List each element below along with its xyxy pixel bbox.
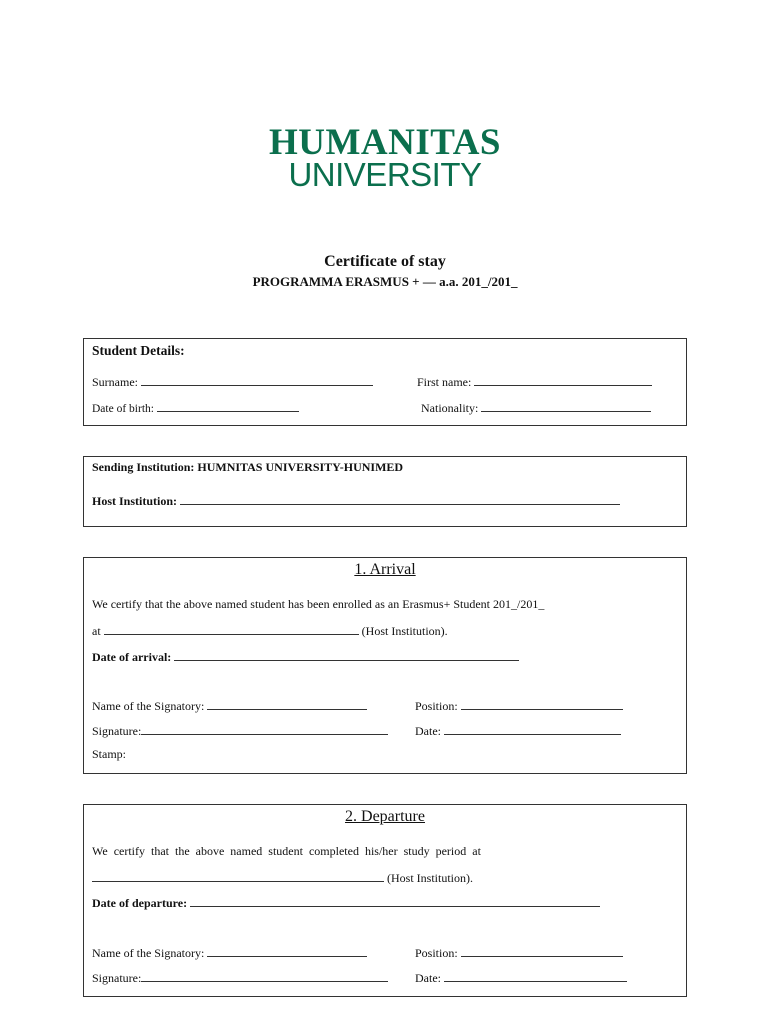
arrival-date-short-label: Date: [415,724,441,738]
arrival-at-label: at [92,624,101,638]
departure-heading: 2. Departure [345,808,425,825]
logo-line-1: HUMANITAS [269,122,501,163]
arrival-section [83,557,687,774]
arrival-position-field[interactable] [415,697,623,714]
departure-host-line [92,869,473,886]
host-institution-field[interactable] [92,492,620,509]
nationality-blank[interactable] [481,399,651,412]
first-name-label: First name: [417,375,472,389]
departure-position-label: Position: [415,946,458,960]
departure-signature-field[interactable] [92,969,388,986]
date-of-birth-label: Date of birth: [92,403,154,415]
departure-date-short-label: Date: [415,971,441,985]
surname-label: Surname: [92,375,138,389]
departure-date-label: Date of departure: [92,896,188,910]
arrival-host-suffix: (Host Institution). [361,624,448,638]
departure-date-field[interactable] [92,894,600,911]
arrival-signature-label: Signature: [92,724,142,738]
arrival-signature-field[interactable] [92,722,388,739]
departure-certify-text: We certify that the above named student completed his/her study period at [92,844,481,858]
document-subtitle: PROGRAMMA ERASMUS + — a.a. 201_/201_ [252,274,518,289]
departure-host-suffix: (Host Institution). [387,871,473,885]
arrival-date-field[interactable] [92,648,519,665]
departure-date-short-field[interactable] [415,969,627,986]
student-details-section [83,338,687,426]
departure-signature-label: Signature: [92,971,142,985]
arrival-heading: 1. Arrival [354,561,416,578]
first-name-field[interactable] [417,373,652,390]
institutions-section [83,456,687,527]
arrival-date-label: Date of arrival: [92,650,172,664]
departure-signatory-label: Name of the Signatory: [92,946,205,960]
arrival-position-blank[interactable] [461,697,623,710]
arrival-date-blank[interactable] [174,648,519,661]
arrival-position-label: Position: [415,699,458,713]
sending-institution: Sending Institution: HUMNITAS UNIVERSITY-HUNIMED [92,460,404,474]
arrival-host-blank[interactable] [104,622,359,635]
departure-signatory-blank[interactable] [207,944,367,957]
first-name-blank[interactable] [474,373,652,386]
departure-date-short-blank[interactable] [444,969,627,982]
departure-signature-blank[interactable] [141,969,388,982]
logo-line-2: UNIVERSITY [288,156,482,193]
nationality-label: Nationality: [421,401,479,415]
arrival-stamp-label: Stamp: [92,747,127,761]
arrival-host-line [92,622,448,639]
arrival-certify-text: We certify that the above named student has been enrolled as an Erasmus+ Student 201_/201_ [92,597,545,611]
departure-position-field[interactable] [415,944,623,961]
departure-date-blank[interactable] [190,894,600,907]
arrival-signature-blank[interactable] [141,722,388,735]
nationality-field[interactable] [421,399,651,416]
departure-section [83,804,687,997]
date-of-birth-blank[interactable] [157,399,299,412]
departure-host-blank[interactable] [92,869,384,882]
arrival-signatory-label: Name of the Signatory: [92,699,205,713]
arrival-signatory-blank[interactable] [207,697,367,710]
student-details-heading: Student Details: [92,343,185,358]
surname-field[interactable] [92,373,373,390]
date-of-birth-field[interactable] [92,399,299,415]
arrival-date-short-field[interactable] [415,722,621,739]
document-title: Certificate of stay [324,253,446,270]
arrival-date-short-blank[interactable] [444,722,621,735]
host-institution-blank[interactable] [180,492,620,505]
arrival-signatory-field[interactable] [92,697,367,714]
departure-signatory-field[interactable] [92,944,367,961]
surname-blank[interactable] [141,373,373,386]
departure-position-blank[interactable] [461,944,623,957]
university-logo [0,122,770,193]
host-institution-label: Host Institution: [92,494,178,508]
